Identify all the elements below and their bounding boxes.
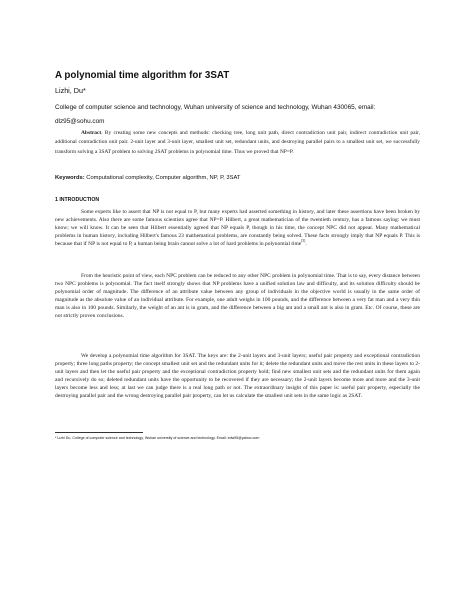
paper-title: A polynomial time algorithm for 3SAT [55, 70, 230, 81]
abstract-label: Abstract [81, 130, 102, 136]
intro-paragraph-2: From the heuristic point of view, each NPC problem can be reduced to any other NPC problem in polynomial time. That is to say, every distance between two NPC problems is polynomial. The fact itself strongly shows that NP problems have a unified solution law and difficulty, and its solution difficulty should be polynomial order of magnitude. The difference of an attribute value between any group of individuals in the objective world is usually in the same order of magnitude as the absolute value of an individual attribute. For example, one adult weighs in 100 pounds, and the difference between a very fat man and a very thin man is also in 100 pounds. Similarly, the weight of an ant is in gram, and the difference between a big ant and a small ant is also in gram. Etc. Of course, these are not strictly proven conclusions. [55, 273, 420, 319]
abstract-text: . By creating some new concepts and methods: checking tree, long unit path, direct contradiction unit pair, indirect contradiction unit pair, additional contradiction unit pair. 2-unit layer and 3-unit layer, smallest unit set, redundant units, and destroying parallel pairs to a smallest unit set, we successfully transform solving a 3SAT problem to solving 2SAT problems in polynomial time. Thus we proved that NP=P. [55, 130, 420, 155]
footnote: * Lizhi Du, College of computer science and technology, Wuhan university of science and technology. Email: edw95@yahoo.com [55, 436, 260, 440]
footnote-divider [55, 432, 143, 433]
section-heading-introduction: 1 INTRODUCTION [55, 197, 100, 203]
intro-paragraph-1-end: . [305, 240, 307, 247]
citation-ref: [5] [301, 238, 306, 243]
abstract [55, 129, 420, 157]
intro-paragraph-1 [55, 209, 420, 249]
author-affiliation: College of computer science and technology, Wuhan university of science and technology, Wuhan 430065, email: dlz95@sohu.com [55, 104, 376, 125]
keywords [55, 175, 420, 181]
keywords-label: Keywords: [55, 175, 85, 181]
keywords-text: Computational complexity, Computer algorithm, NP, P, 3SAT [84, 175, 241, 181]
intro-paragraph-3: We develop a polynomial time algorithm for 3SAT. The keys are: the 2-unit layers and 3-unit layers; useful pair property and exceptional contradiction property; three long paths property; the concept smallest unit set and the redundant units for it; delete the redundant units and move the rest units in these layers to 2-unit layers and then let the useful pair property and the exceptional contradiction property hold; find new smallest unit sets and the redundant units for them again and recursively do so; deleted redundant units have the opportunity to be recovered if they are necessary; the 2-unit layers become more and more and the 3-unit layers become less and less; at last we can judge there is a real long path or not. The extraordinary insight of this paper is: useful pair property, especially the destroying parallel pair and the wrong destroying parallel pair property, can let us calculate the smallest unit sets in the same logic as 2SAT. [55, 353, 420, 399]
intro-paragraph-1-text: Some experts like to assert that NP is not equal to P, but many experts had asserted something in history, and later these assertions have been broken by new achievements. Also there are some famous scientists agree that NP=P. Hilbert, a great mathematician of the twentieth century, has a famous saying: we must know; we will know. It can be seen that Hilbert essentially agreed that NP equals P, though in his time, the concept NPC did not appear. Many mathematical problems in human history, including Hilbert's famous 23 mathematical problems, are constantly being solved. These facts strongly imply that NP equals P. This is because that if NP is not equal to P, a human being brain cannot solve a lot of hard problems in polynomial time [55, 209, 420, 247]
paper-authors: Lizhi, Du* [55, 86, 86, 95]
